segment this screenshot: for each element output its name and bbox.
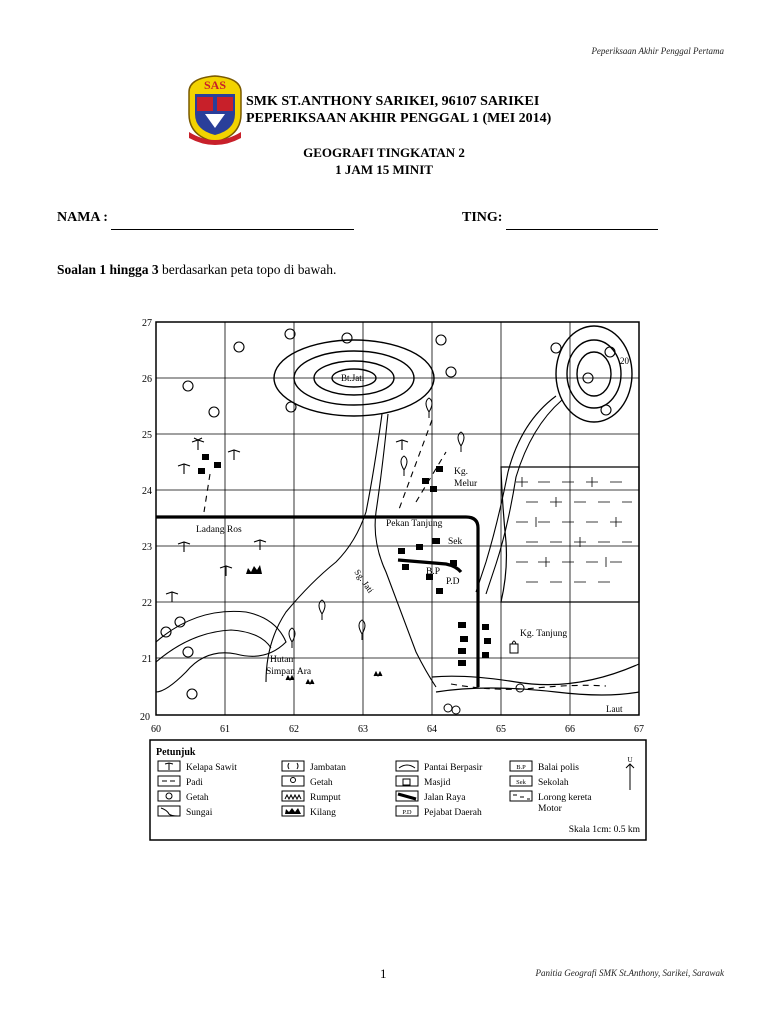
hill-contours (274, 326, 632, 422)
legend-item: Jalan Raya (424, 793, 466, 803)
northing-label: 25 (142, 430, 152, 441)
hill-name: Bt.Jati (341, 373, 365, 383)
place-label: Kg. (454, 467, 468, 477)
legend-entries (158, 756, 641, 835)
northing-label: 21 (142, 654, 152, 665)
easting-label: 60 (151, 724, 161, 735)
legend-item: Kelapa Sawit (186, 763, 237, 773)
question-text: berdasarkan peta topo di bawah. (158, 262, 337, 277)
legend-item: Pejabat Daerah (424, 808, 482, 818)
easting-labels (151, 724, 644, 735)
northing-label: 26 (142, 374, 152, 385)
place-label: Hutan (270, 655, 294, 665)
northing-label: 24 (142, 486, 152, 497)
topo-map (136, 312, 654, 844)
question-instruction (57, 262, 336, 278)
name-label: NAMA : (57, 210, 108, 225)
northing-label: 20 (140, 712, 150, 723)
school-name: SMK ST.ANTHONY SARIKEI, 96107 SARIKEI (246, 94, 540, 109)
easting-label: 64 (427, 724, 437, 735)
place-label: P.D (446, 577, 460, 587)
place-label: Kg. Tanjung (520, 629, 568, 639)
place-label: Pekan Tanjung (386, 519, 443, 529)
legend-item: Jambatan (310, 763, 346, 773)
contour-value: 20 (620, 356, 629, 366)
place-label: Sek (448, 537, 463, 547)
map-legend (150, 740, 646, 840)
duration: 1 JAM 15 MINIT (335, 162, 433, 177)
northing-label: 27 (142, 318, 152, 329)
name-field[interactable] (111, 229, 354, 230)
legend-item: Padi (186, 778, 203, 788)
exam-title: PEPERIKSAAN AKHIR PENGGAL 1 (MEI 2014) (246, 111, 552, 126)
factory-symbol (246, 565, 262, 574)
legend-item: Masjid (424, 778, 451, 788)
legend-code: P.D (402, 809, 412, 816)
question-range: Soalan 1 hingga 3 (57, 262, 159, 277)
rubber-trees (161, 329, 615, 699)
place-label: B.P (426, 567, 440, 577)
legend-code: Sek (516, 779, 526, 786)
oil-palm-trees (166, 438, 408, 602)
exam-header-note: Peperiksaan Akhir Penggal Pertama (591, 46, 724, 56)
sea-label: Laut (606, 704, 623, 714)
legend-item: Pantai Berpasir (424, 763, 483, 773)
class-field[interactable] (506, 229, 658, 230)
footer-note: Panitia Geografi SMK St.Anthony, Sarikei, Sarawak (535, 968, 724, 978)
legend-item: Rumput (310, 793, 341, 803)
place-label: Simpan Ara (266, 667, 312, 677)
legend-item: Getah (186, 793, 209, 803)
subject-title: GEOGRAFI TINGKATAN 2 (303, 145, 465, 160)
easting-label: 67 (634, 724, 644, 735)
legend-title: Petunjuk (156, 747, 196, 758)
northing-label: 23 (142, 542, 152, 553)
easting-label: 61 (220, 724, 230, 735)
legend-item: Sungai (186, 808, 213, 818)
northing-label: 22 (142, 598, 152, 609)
northing-labels (140, 318, 152, 723)
legend-item: Balai polis (538, 763, 579, 773)
river-name: Sg. Jati (352, 567, 376, 595)
school-logo (183, 70, 247, 146)
north-arrow-icon (626, 756, 634, 790)
easting-label: 65 (496, 724, 506, 735)
map-scale: Skala 1cm: 0.5 km (568, 825, 640, 835)
legend-item: Kilang (310, 808, 336, 818)
place-label: Melur (454, 479, 478, 489)
cart-tracks (204, 420, 606, 689)
legend-item: Sekolah (538, 778, 569, 788)
svg-text:SAS: SAS (203, 78, 227, 92)
buildings (198, 454, 491, 666)
place-label: Ladang Ros (196, 525, 242, 535)
page-number: 1 (380, 966, 387, 981)
easting-label: 66 (565, 724, 575, 735)
legend-item: Motor (538, 804, 562, 814)
north-label: U (627, 756, 633, 764)
school-header (246, 93, 551, 127)
easting-label: 63 (358, 724, 368, 735)
coastline (432, 664, 639, 695)
kg-tanjung-symbol (510, 641, 518, 653)
easting-label: 62 (289, 724, 299, 735)
legend-item: Lorong kereta (538, 793, 592, 803)
class-label: TING: (462, 210, 503, 225)
legend-item: Getah (310, 778, 333, 788)
legend-code: B.P (516, 764, 526, 771)
